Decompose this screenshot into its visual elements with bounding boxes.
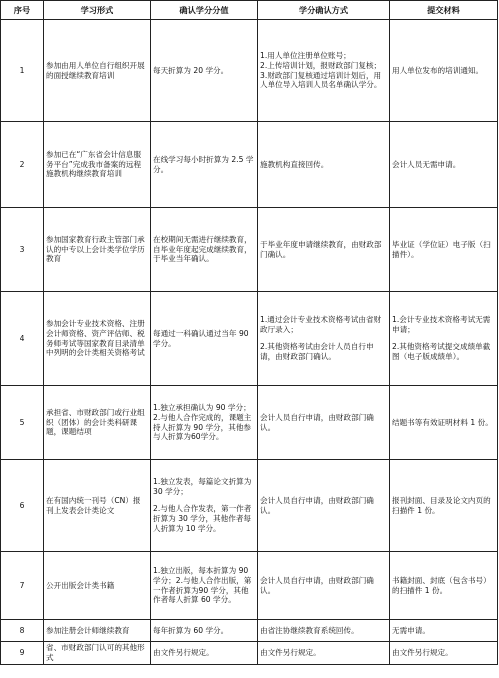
col-header-materials: 提交材料: [390, 1, 498, 20]
method-step: 1.通过会计专业技术资格考试由省财政厅录入；: [260, 315, 382, 335]
study-form-cell: 参加国家教育行政主管部门承认的中专以上会计类学位学历教育: [44, 208, 151, 292]
method-step: 于毕业年度申请继续教育，由财政部门确认。: [260, 239, 382, 259]
row-number: 6: [1, 460, 44, 552]
materials-cell: [390, 386, 498, 460]
method-cell: [258, 20, 390, 122]
method-cell: [258, 620, 390, 642]
table-row: [1, 386, 498, 460]
study-form-cell: 参加会计专业技术资格、注册会计师资格、资产评估师、税务师考试等国家教育目录清单中列明的会计类相关资格考试: [44, 292, 151, 386]
method-step: 施教机构直接回传。: [260, 159, 329, 169]
method-step: 会计人员自行申请，由财政部门确认。: [260, 575, 374, 595]
materials-text: 用人单位发布的培训通知。: [392, 65, 484, 75]
method-cell: [258, 460, 390, 552]
credit-text: 1.独立发表，每篇论文折算为 30 学分；: [153, 477, 252, 497]
materials-cell: [390, 122, 498, 208]
study-form-cell: 在有国内统一刊号（CN）报刊上发表会计类论文: [44, 460, 151, 552]
materials-text: 会计人员无需申请。: [392, 159, 461, 169]
row-number: 3: [1, 208, 44, 292]
credit-text: 1.独立承担确认为 90 学分；: [153, 402, 251, 412]
method-step: 会计人员自行申请，由财政部门确认。: [260, 495, 374, 515]
method-cell: [258, 386, 390, 460]
method-cell: [258, 552, 390, 620]
materials-text: 结题书等有效证明材料 1 份。: [392, 417, 493, 427]
row-number: 5: [1, 386, 44, 460]
materials-cell: [390, 642, 498, 665]
materials-cell: [390, 292, 498, 386]
method-step: 2.其他资格考试由会计人员自行申请，由财政部门确认。: [260, 342, 374, 361]
table-row: [1, 620, 498, 642]
row-number: 4: [1, 292, 44, 386]
method-step: 由省注协继续教育系统回传。: [260, 625, 359, 635]
materials-text: 由文件另行规定。: [392, 647, 453, 657]
credit-text: 2.与他人合作完成的，课题主持人折算为 90 学分，其他参与人折算为60学分。: [153, 412, 252, 442]
materials-text: 1.会计专业技术资格考试无需申请；: [392, 315, 491, 335]
table-row: [1, 20, 498, 122]
method-cell: [258, 208, 390, 292]
credit-cell: 每天折算为 20 学分。: [151, 20, 258, 122]
row-number: 9: [1, 642, 44, 665]
materials-cell: [390, 552, 498, 620]
table-row: [1, 460, 498, 552]
row-number: 1: [1, 20, 44, 122]
col-header-form: 学习形式: [44, 1, 151, 20]
col-header-credit: 确认学分分值: [151, 1, 258, 20]
row-number: 8: [1, 620, 44, 642]
col-header-method: 学分确认方式: [258, 1, 390, 20]
study-form-cell: 参加由用人单位自行组织开展的面授继续教育培训: [44, 20, 151, 122]
credit-cell: 在校期间无需进行继续教育，自毕业年度起完成继续教育，于毕业当年确认。: [151, 208, 258, 292]
credit-cell: [151, 460, 258, 552]
materials-cell: [390, 620, 498, 642]
method-step: 3.财政部门复核通过培训计划后，用人单位导入培训人员名单确认学分。: [260, 70, 382, 90]
table-row: [1, 292, 498, 386]
method-step: 会计人员自行申请，由财政部门确认。: [260, 412, 374, 432]
table-row: [1, 552, 498, 620]
method-step: 1.用人单位注册单位账号；: [260, 50, 351, 60]
row-number: 7: [1, 552, 44, 620]
method-cell: [258, 292, 390, 386]
credit-cell: 1.独立出版，每本折算为 90 学分；2.与他人合作出版，第一作者折算为90 学分，其他作者每人折算 60 学分。: [151, 552, 258, 620]
row-number: 2: [1, 122, 44, 208]
credit-text: 2.与他人合作发表，第一作者折算为 30 学分，其他作者每人折算为 10 学分。: [153, 504, 252, 533]
credit-cell: 每年折算为 60 学分。: [151, 620, 258, 642]
materials-text: 无需申请。: [392, 625, 430, 635]
study-form-cell: 参加已在“广东省会计信息服务平台”完成我市备案的远程施教机构继续教育培训: [44, 122, 151, 208]
materials-cell: [390, 460, 498, 552]
materials-text: 报刊封面、目录及论文内页的扫描件 1 份。: [392, 495, 491, 515]
materials-text: 毕业证（学位证）电子版（扫描件）。: [392, 239, 491, 259]
materials-cell: [390, 20, 498, 122]
credit-cell: 在线学习每小时折算为 2.5 学分。: [151, 122, 258, 208]
col-header-no: 序号: [1, 1, 44, 20]
study-form-cell: 参加注册会计师继续教育: [44, 620, 151, 642]
table-row: [1, 122, 498, 208]
method-cell: [258, 642, 390, 665]
credit-cell: [151, 386, 258, 460]
table-row: [1, 642, 498, 665]
materials-text: 2.其他资格考试提交成绩单截图（电子版成绩单）。: [392, 342, 491, 361]
method-step: 2.上传培训计划，报财政部门复核；: [260, 60, 382, 70]
study-form-cell: 公开出版会计类书籍: [44, 552, 151, 620]
materials-text: 书籍封面、封底（包含书号）的扫描件 1 份。: [392, 575, 491, 595]
credit-cell: 每通过一科确认通过当年 90 学分。: [151, 292, 258, 386]
table-row: [1, 208, 498, 292]
study-form-cell: 承担省、市财政部门或行业组织（团体）的会计类科研课题，课题结项: [44, 386, 151, 460]
header-row: [1, 1, 498, 20]
method-step: 由文件另行规定。: [260, 647, 321, 657]
method-cell: [258, 122, 390, 208]
materials-cell: [390, 208, 498, 292]
study-form-cell: 省、市财政部门认可的其他形式: [44, 642, 151, 665]
credit-cell: 由文件另行规定。: [151, 642, 258, 665]
